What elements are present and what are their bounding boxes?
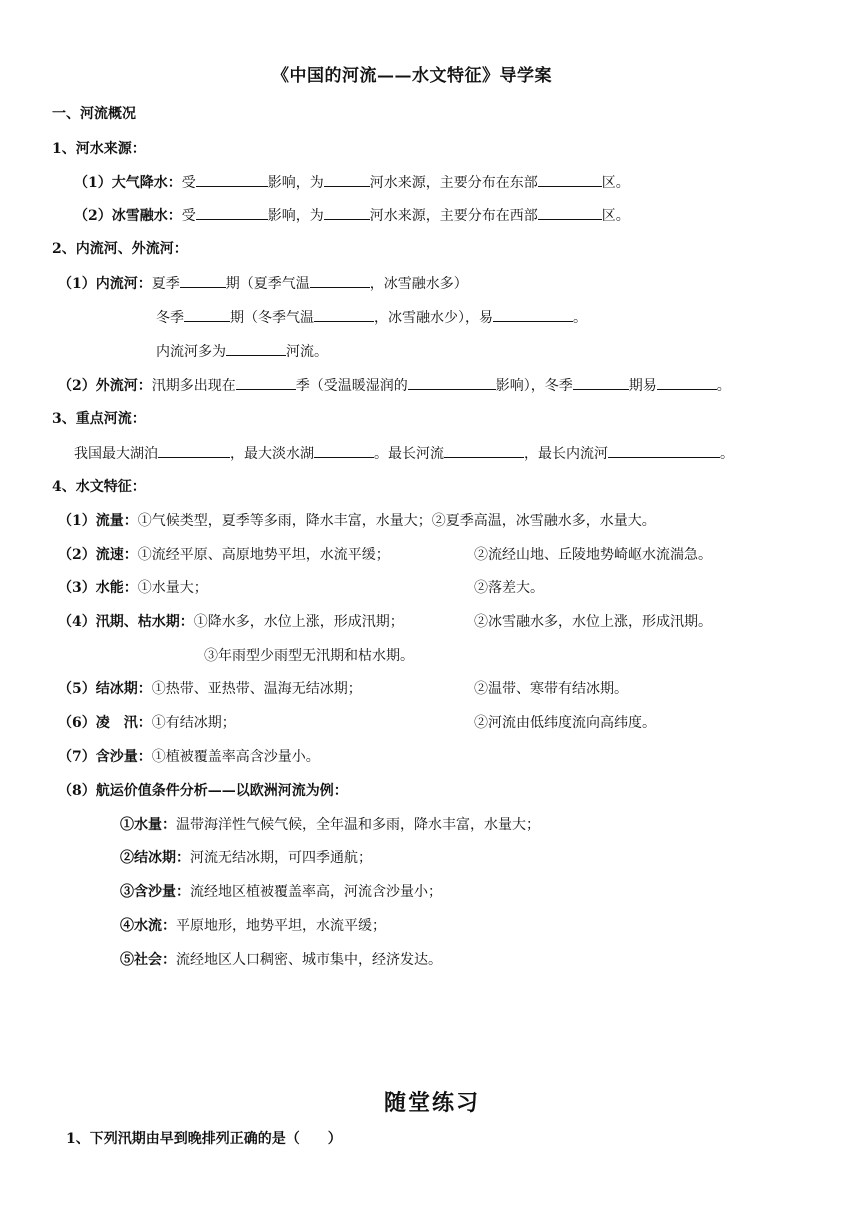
item-text: 流经地区人口稠密、城市集中，经济发达。 [176, 952, 442, 968]
shipping-analysis-heading: （8）航运价值条件分析——以欧洲河流为例： [58, 783, 348, 799]
text-fragment: 河流。 [286, 344, 328, 360]
hydrology-row-ice-flood-point-2: ②河流由低纬度流向高纬度。 [474, 715, 656, 731]
shipping-item-society [120, 950, 442, 970]
water-source-precipitation-line [74, 172, 630, 193]
hydrology-row-speed-point-2: ②流经山地、丘陵地势崎岖水流湍急。 [474, 547, 712, 563]
item-label: ②结冰期： [120, 850, 190, 866]
section-heading-river-overview: 一、河流概况 [52, 106, 136, 122]
row-label: （3）水能： [58, 580, 138, 596]
row-point-1: ①植被覆盖率高含沙量小。 [151, 749, 320, 765]
text-fragment: 河水来源，主要分布在西部 [369, 208, 538, 224]
text-fragment: ，冰雪融水少），易 [374, 310, 493, 326]
row-point-2: ②夏季高温，冰雪融水多，水量大。 [431, 513, 656, 529]
row-label: （2）流速： [58, 547, 138, 563]
fill-blank[interactable] [408, 375, 496, 390]
precipitation-label: （1）大气降水： [74, 175, 182, 191]
practice-question-1: 1、下列汛期由早到晚排列正确的是（ ） [66, 1131, 342, 1147]
row-point-1: ①流经平原、高原地势平坦，水流平缓； [137, 547, 390, 563]
text-fragment: 。 [573, 310, 587, 326]
row-point-1: ①水量大； [137, 580, 208, 596]
item-label: ⑤社会： [120, 952, 176, 968]
row-point-1: ①热带、亚热带、温海无结冰期； [151, 681, 362, 697]
row-point-1: ①气候类型，夏季等多雨，降水丰富，水量大； [137, 513, 432, 529]
hydrology-row-energy [58, 578, 208, 598]
text-fragment: 影响，为 [267, 208, 324, 224]
hydrology-row-flood-point-3: ③年雨型少雨型无汛期和枯水期。 [204, 648, 414, 664]
shipping-item-freeze [120, 848, 372, 868]
text-fragment: 内流河多为 [156, 344, 226, 360]
fill-blank[interactable] [657, 375, 717, 390]
hydrology-row-freeze [58, 679, 362, 699]
shipping-item-water [120, 815, 540, 835]
item-text: 平原地形，地势平坦，水流平缓； [176, 918, 386, 934]
fill-blank[interactable] [608, 443, 720, 458]
hydrology-row-freeze-point-2: ②温带、寒带有结冰期。 [474, 681, 628, 697]
fill-blank[interactable] [493, 307, 573, 322]
fill-blank[interactable] [310, 273, 370, 288]
fill-blank[interactable] [314, 443, 374, 458]
row-label: （7）含沙量： [58, 749, 152, 765]
meltwater-label: （2）冰雪融水： [74, 208, 182, 224]
fill-blank[interactable] [538, 205, 602, 220]
fill-blank[interactable] [573, 375, 629, 390]
practice-heading: 随堂练习 [384, 1090, 481, 1116]
key-rivers-line [74, 443, 734, 464]
row-point-1: ①降水多，水位上涨，形成汛期； [193, 614, 404, 630]
text-fragment: 汛期多出现在 [151, 378, 236, 394]
row-point-1: ①有结冰期； [151, 715, 236, 731]
text-fragment: 影响），冬季 [495, 378, 573, 394]
fill-blank[interactable] [538, 172, 602, 187]
text-fragment: 季（受温暖湿润的 [295, 378, 408, 394]
item-label: ①水量： [120, 817, 176, 833]
page-title: 《中国的河流——水文特征》导学案 [272, 66, 552, 86]
inner-river-line-3 [156, 341, 328, 362]
fill-blank[interactable] [158, 443, 230, 458]
hydrology-row-flood-point-2: ②冰雪融水多，水位上涨，形成汛期。 [474, 614, 712, 630]
fill-blank[interactable] [236, 375, 296, 390]
hydrology-row-ice-flood [58, 713, 236, 733]
hydrology-row-flow [58, 511, 656, 531]
question-heading-water-source: 1、河水来源： [52, 141, 146, 157]
question-heading-key-rivers: 3、重点河流： [52, 411, 146, 427]
text-fragment: 区。 [601, 175, 630, 191]
text-fragment: 期（夏季气温 [225, 276, 310, 292]
text-fragment: 区。 [601, 208, 630, 224]
item-text: 温带海洋性气候气候，全年温和多雨，降水丰富，水量大； [176, 817, 540, 833]
question-heading-inner-outer-rivers: 2、内流河、外流河： [52, 241, 188, 257]
fill-blank[interactable] [196, 172, 268, 187]
text-fragment: ，最长内流河 [524, 446, 608, 462]
text-fragment: ，最大淡水湖 [230, 446, 314, 462]
item-label: ③含沙量： [120, 884, 190, 900]
fill-blank[interactable] [196, 205, 268, 220]
text-fragment: 期（冬季气温 [230, 310, 314, 326]
text-fragment: 受 [181, 175, 196, 191]
outer-river-label: （2）外流河： [58, 378, 152, 394]
hydrology-row-sediment [58, 747, 320, 767]
item-label: ④水流： [120, 918, 176, 934]
inner-river-line-1 [58, 273, 468, 294]
text-fragment: 。最长河流 [374, 446, 444, 462]
hydrology-row-flood [58, 612, 404, 632]
fill-blank[interactable] [444, 443, 524, 458]
row-label: （4）汛期、枯水期： [58, 614, 194, 630]
row-label: （6）凌 汛： [58, 715, 152, 731]
text-fragment: 河水来源，主要分布在东部 [369, 175, 538, 191]
fill-blank[interactable] [180, 273, 226, 288]
hydrology-row-speed [58, 545, 838, 565]
fill-blank[interactable] [314, 307, 374, 322]
text-fragment: 期易 [628, 378, 657, 394]
fill-blank[interactable] [324, 205, 370, 220]
fill-blank[interactable] [324, 172, 370, 187]
text-fragment: 影响，为 [267, 175, 324, 191]
inner-river-label: （1）内流河： [58, 276, 152, 292]
text-fragment: 夏季 [151, 276, 180, 292]
text-fragment: ，冰雪融水多） [369, 276, 468, 292]
hydrology-row-energy-point-2: ②落差大。 [474, 580, 544, 596]
item-text: 流经地区植被覆盖率高，河流含沙量小； [190, 884, 442, 900]
fill-blank[interactable] [226, 341, 286, 356]
outer-river-line [58, 375, 731, 396]
text-fragment: 。 [720, 446, 734, 462]
inner-river-line-2 [156, 307, 587, 328]
text-fragment: 受 [181, 208, 196, 224]
text-fragment: 。 [716, 378, 731, 394]
question-heading-hydrology: 4、水文特征： [52, 479, 146, 495]
text-fragment: 我国最大湖泊 [74, 446, 158, 462]
shipping-item-current [120, 916, 386, 936]
text-fragment: 冬季 [156, 310, 184, 326]
row-label: （1）流量： [58, 513, 138, 529]
shipping-item-sediment [120, 882, 442, 902]
fill-blank[interactable] [184, 307, 230, 322]
row-label: （5）结冰期： [58, 681, 152, 697]
water-source-meltwater-line [74, 205, 630, 226]
item-text: 河流无结冰期，可四季通航； [190, 850, 372, 866]
